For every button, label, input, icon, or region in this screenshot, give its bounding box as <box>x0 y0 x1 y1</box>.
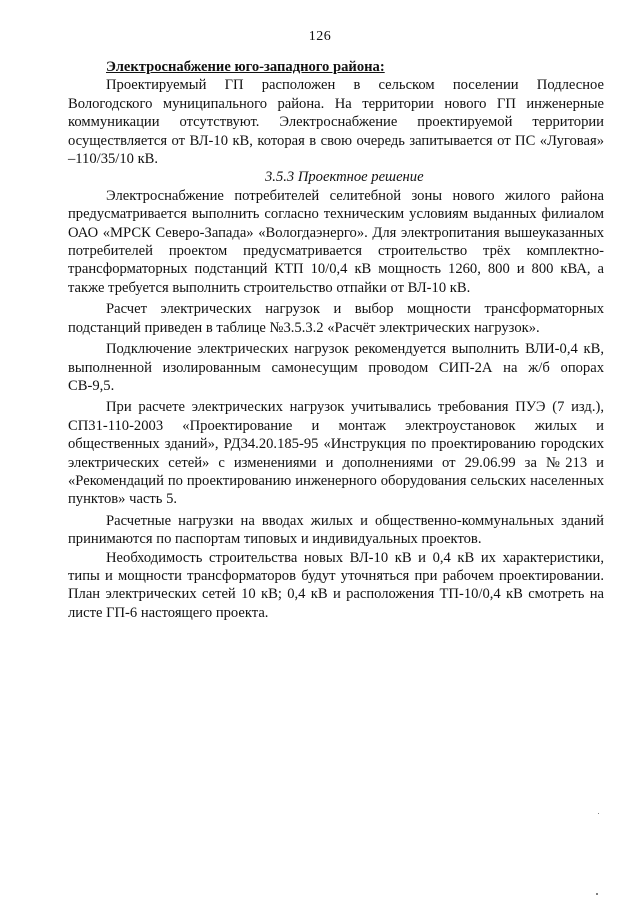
paragraph-load-calculation: Расчет электрических нагрузок и выбор мощности трансформаторных подстанций приведен в таблице №3.5.3.2 «Расчёт электрических нагрузок». <box>68 301 604 336</box>
document-body <box>68 58 604 622</box>
subsection-heading: 3.5.3 Проектное решение <box>265 169 424 186</box>
page-number: 126 <box>308 29 332 44</box>
paragraph-power-supply: Электроснабжение потребителей селитебной зоны нового жилого района предусматривается выполнить согласно техническим условиям выданных филиалом ОАО «МРСК Северо-Запада» «Вологдаэнерго». Для электропитания вышеуказанных потребителей проектом предусматривается строительство трёх комплектно-трансформаторных подстанций КТП 10/0,4 кВ мощность 1260, 800 и 800 кВА, а также требуется выполнить строительство отпайки от ВЛ-10 кВ. <box>68 187 604 296</box>
paragraph-design-loads: Расчетные нагрузки на вводах жилых и общественно-коммунальных зданий принимаются по паспортам типовых и индивидуальных проектов. <box>68 512 604 548</box>
paragraph-construction-need: Необходимость строительства новых ВЛ-10 кВ и 0,4 кВ их характеристики, типы и мощности трансформаторов будут уточняться при рабочем проектировании. План электрических сетей 10 кВ; 0,4 кВ и расположения ТП-10/0,4 кВ смотреть на листе ГП-6 настоящего проекта. <box>68 549 604 621</box>
scan-speck <box>598 813 599 814</box>
scan-speck <box>596 893 598 895</box>
intro-paragraph: Проектируемый ГП расположен в сельском поселении Подлесное Вологодского муниципального района. На территории нового ГП инженерные коммуникации отсутствуют. Электроснабжение проектируемой территории осуществляется от ВЛ-10 кВ, которая в свою очередь запитывается от ПС «Луговая» –110/35/10 кВ. <box>68 77 604 168</box>
paragraph-connection: Подключение электрических нагрузок рекомендуется выполнить ВЛИ-0,4 кВ, выполненной изолированным самонесущим проводом СИП-2А на ж/б опорах СВ-9,5. <box>68 341 604 394</box>
section-heading: Электроснабжение юго-западного района: <box>106 59 385 75</box>
paragraph-requirements: При расчете электрических нагрузок учитывались требования ПУЭ (7 изд.), СП31-110-2003 «Проектирование и монтаж электроустановок жилых и общественных зданий», РД34.20.185-95 «Инструкция по проектированию городских электрических сетей» с изменениями и дополнениями от 29.06.99 за №213 и «Рекомендаций по проектированию инженерного оборудования сельских населенных пунктов» часть 5. <box>68 399 604 508</box>
